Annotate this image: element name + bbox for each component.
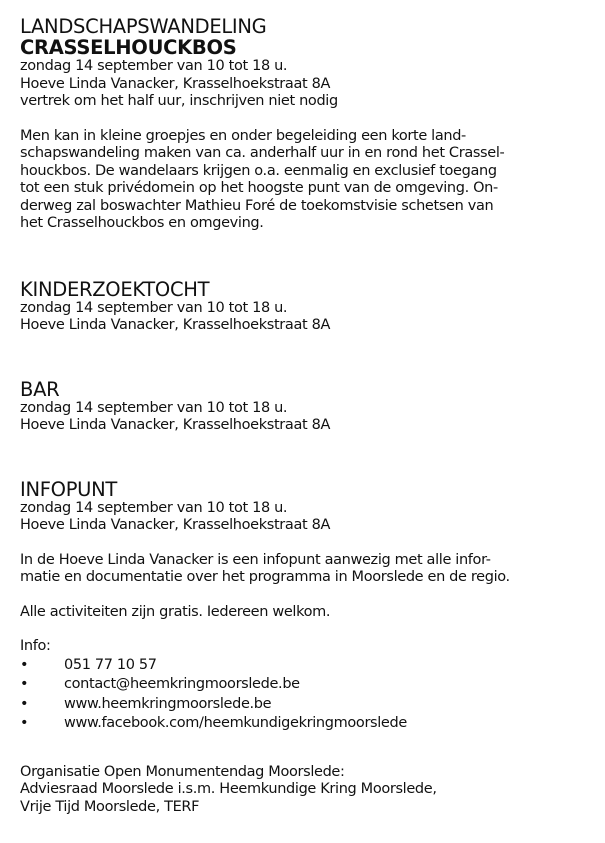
organisation-line: Organisatie Open Monumentendag Moorslede: — [20, 763, 345, 780]
section-bar — [20, 379, 590, 435]
bullet-icon: • — [20, 695, 29, 712]
event-date: zondag 14 september van 10 tot 18 u. — [20, 58, 288, 74]
info-item-facebook — [20, 714, 590, 734]
event-date: zondag 14 september van 10 tot 18 u. — [20, 499, 288, 516]
event-description — [20, 128, 590, 233]
free-notice: Alle activiteiten zijn gratis. Iedereen welkom. — [20, 603, 331, 620]
description-line: derweg zal boswachter Mathieu Foré de toekomstvisie schetsen van — [20, 197, 494, 214]
section-title: INFOPUNT — [20, 477, 118, 501]
section-kinderzoektocht — [20, 279, 590, 335]
description-line: In de Hoeve Linda Vanacker is een infopunt aanwezig met alle infor- — [20, 551, 491, 568]
section-title: BAR — [20, 377, 60, 401]
phone-number[interactable]: 051 77 10 57 — [64, 656, 157, 673]
event-location: Hoeve Linda Vanacker, Krasselhoekstraat 8A — [20, 517, 331, 533]
info-item-website — [20, 695, 590, 715]
website-link[interactable]: www.heemkringmoorslede.be — [64, 695, 272, 712]
info-label: Info: — [20, 638, 51, 654]
email-link[interactable]: contact@heemkringmoorslede.be — [64, 676, 300, 692]
description-line: tot een stuk privédomein op het hoogste punt van de omgeving. On- — [20, 180, 498, 196]
event-location: Hoeve Linda Vanacker, Krasselhoekstraat 8A — [20, 317, 331, 333]
event-location: Hoeve Linda Vanacker, Krasselhoekstraat 8A — [20, 75, 331, 92]
organisation-line: Adviesraad Moorslede i.s.m. Heemkundige Kring Moorslede, — [20, 781, 437, 797]
description-line: het Crasselhouckbos en omgeving. — [20, 215, 264, 231]
info-list — [20, 656, 590, 734]
facebook-link[interactable]: www.facebook.com/heemkundigekringmoorslede — [64, 715, 407, 731]
info-item-phone — [20, 656, 590, 676]
description-line: Men kan in kleine groepjes en onder begeleiding een korte land- — [20, 127, 466, 144]
section-infopunt — [20, 479, 590, 587]
section-subtitle: CRASSELHOUCKBOS — [20, 36, 237, 59]
document-page — [20, 16, 590, 816]
bullet-icon: • — [20, 676, 29, 692]
event-location: Hoeve Linda Vanacker, Krasselhoekstraat 8A — [20, 417, 331, 433]
bullet-icon: • — [20, 656, 29, 673]
event-note: vertrek om het half uur, inschrijven niet nodig — [20, 93, 338, 109]
event-date: zondag 14 september van 10 tot 18 u. — [20, 299, 288, 316]
bullet-icon: • — [20, 715, 29, 731]
event-date: zondag 14 september van 10 tot 18 u. — [20, 399, 288, 416]
section-title: KINDERZOEKTOCHT — [20, 277, 210, 301]
description-line: matie en documentatie over het programma in Moorslede en de regio. — [20, 569, 510, 585]
info-item-email — [20, 675, 590, 695]
description-line: schapswandeling maken van ca. anderhalf uur in en rond het Crassel- — [20, 145, 505, 161]
section-title: LANDSCHAPSWANDELING — [20, 15, 267, 38]
organisation-section — [20, 764, 590, 817]
info-section — [20, 638, 590, 734]
organisation-line: Vrije Tijd Moorslede, TERF — [20, 798, 200, 815]
section-landschapswandeling — [20, 16, 590, 233]
description-line: houckbos. De wandelaars krijgen o.a. eenmalig en exclusief toegang — [20, 162, 497, 179]
event-description — [20, 552, 590, 587]
